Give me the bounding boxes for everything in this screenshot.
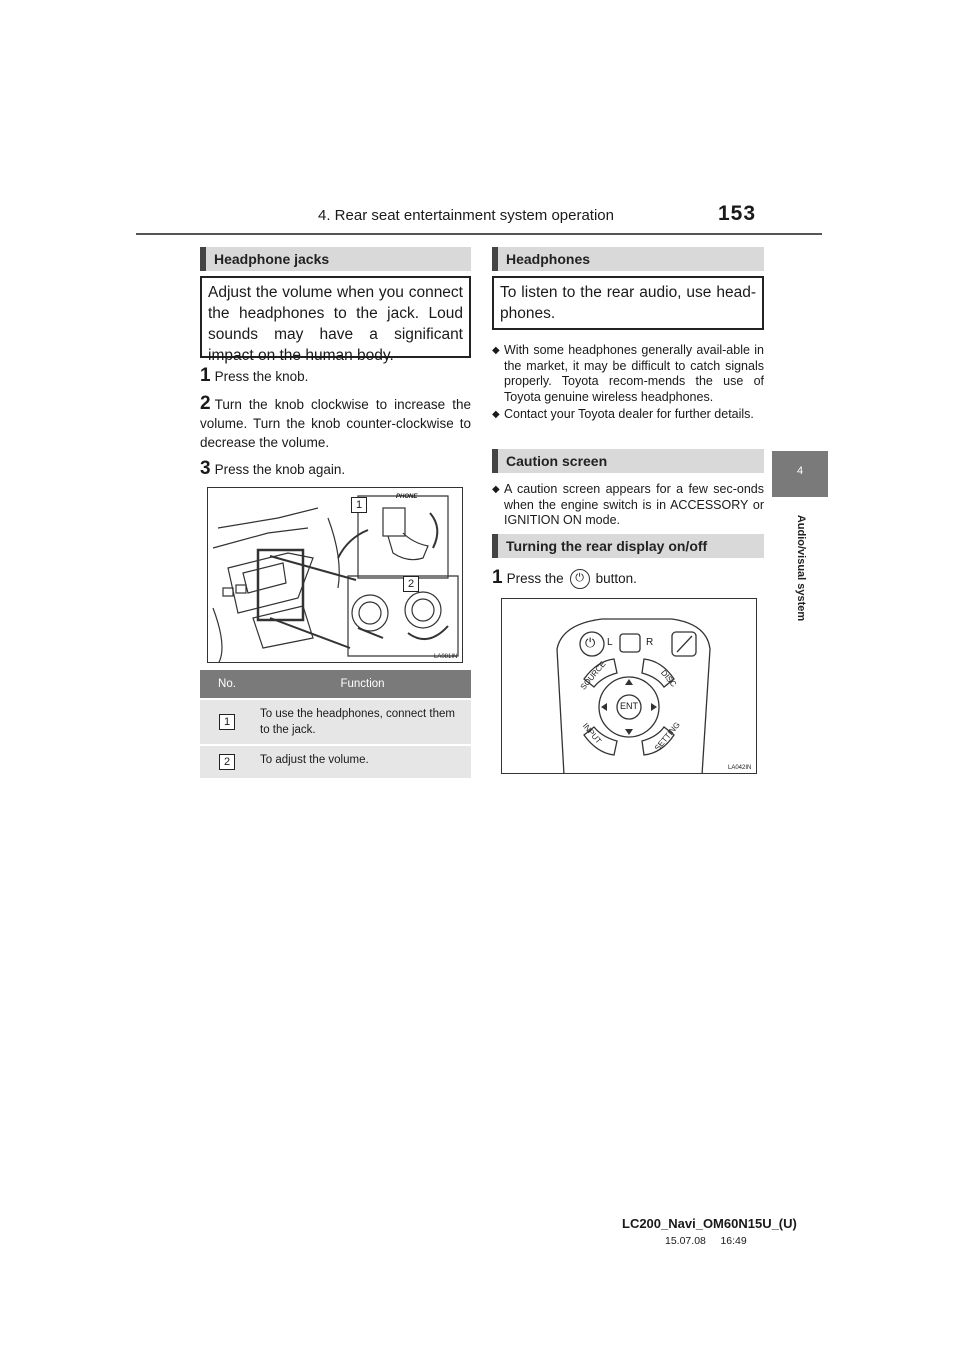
- header-rule: [136, 233, 822, 235]
- running-header-title: 4. Rear seat entertainment system operation: [318, 207, 614, 224]
- label-setting: SETTING: [652, 720, 682, 753]
- callout-1: 1: [351, 497, 367, 513]
- label-ent: ENT: [620, 701, 638, 711]
- label-input: INPUT: [580, 721, 604, 746]
- step-number: 1: [200, 365, 211, 386]
- figure-code: LA042IN: [728, 765, 752, 771]
- footer-document-id: LC200_Navi_OM60N15U_(U): [622, 1216, 797, 1231]
- table-row: [200, 745, 471, 778]
- power-icon: ⏻: [570, 569, 590, 589]
- step-text: Press the knob again.: [214, 462, 346, 477]
- row-number-box: 2: [219, 754, 235, 770]
- step-text-after: button.: [595, 571, 637, 586]
- step-number: 1: [492, 567, 503, 588]
- footer-timestamp: 15.07.08 16:49: [665, 1235, 747, 1247]
- bullet-item: ◆ A caution screen appears for a few sec-onds when the engine switch is in ACCESSORY or IGNITION ON mode.: [492, 482, 764, 529]
- section-title-headphone-jacks: Headphone jacks: [200, 247, 471, 271]
- phone-label: PHONE: [396, 494, 418, 500]
- table-header-row: [200, 670, 471, 699]
- figure-code: LA081IN: [434, 654, 458, 660]
- table-row: [200, 699, 471, 745]
- page-number: 153: [718, 202, 757, 225]
- step-text-before: Press the: [506, 571, 564, 586]
- chapter-label: [792, 505, 810, 630]
- remote-control-illustration: [501, 598, 757, 774]
- power-icon: ⏻: [585, 635, 596, 650]
- label-disc: DISC: [658, 668, 679, 689]
- label-r: R: [646, 637, 654, 648]
- row-number-box: 1: [219, 714, 235, 730]
- step-2: [200, 394, 471, 452]
- chapter-tab: 4: [772, 451, 828, 497]
- section-title-display-toggle: Turning the rear display on/off: [492, 534, 764, 558]
- step-text: Press the knob.: [214, 369, 309, 384]
- section-title-headphones: Headphones: [492, 247, 764, 271]
- label-source: SOURCE: [578, 659, 608, 692]
- dashboard-drawing: [208, 488, 463, 663]
- warning-box: Adjust the volume when you connect the headphones to the jack. Loud sounds may have a significant impact on the human body.: [200, 276, 471, 358]
- remote-drawing: [502, 599, 757, 774]
- column-header-function: Function: [254, 670, 471, 699]
- step-1-right: [492, 568, 764, 589]
- column-header-no: No.: [200, 670, 254, 699]
- step-1: [200, 366, 471, 386]
- step-text: Turn the knob clockwise to increase the volume. Turn the knob counter-clockwise to decrease the volume.: [200, 397, 471, 450]
- section-title-caution-screen: Caution screen: [492, 449, 764, 473]
- step-number: 3: [200, 458, 211, 479]
- step-3: [200, 459, 471, 479]
- chapter-label-text: Audio/visual system: [795, 514, 807, 621]
- row-function: To use the headphones, connect them to the jack.: [254, 699, 471, 745]
- headphones-box: To listen to the rear audio, use head-phones.: [492, 276, 764, 330]
- callout-2: 2: [403, 576, 419, 592]
- function-table: [200, 670, 471, 778]
- row-function: To adjust the volume.: [254, 745, 471, 778]
- headphone-jack-illustration: [207, 487, 463, 663]
- bullet-item: ◆ Contact your Toyota dealer for further details.: [492, 407, 764, 423]
- step-number: 2: [200, 393, 211, 414]
- bullet-item: ◆ With some headphones generally avail-able in the market, it may be difficult to catch signals properly. Toyota recom-mends the use of Toyota genuine wireless headphones.: [492, 343, 764, 405]
- label-l: L: [607, 637, 613, 648]
